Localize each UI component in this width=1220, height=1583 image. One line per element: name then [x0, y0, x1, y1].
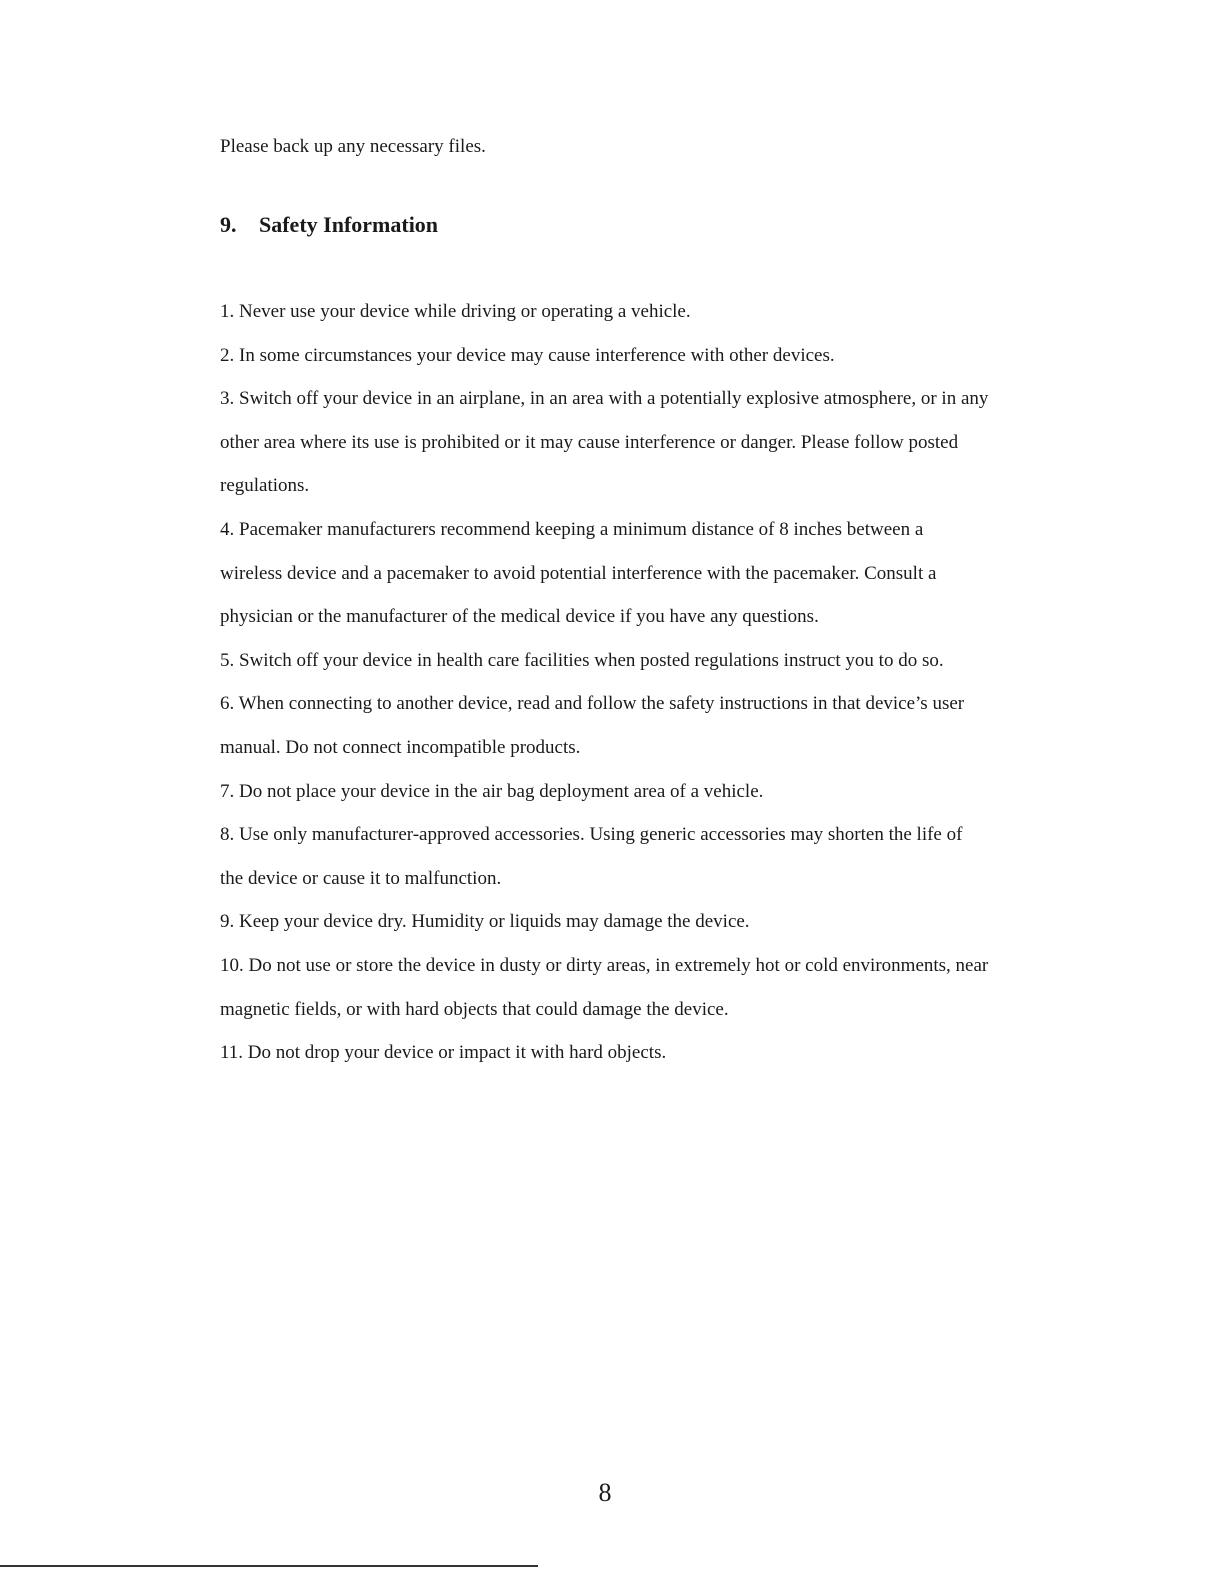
section-number: 9. [220, 212, 237, 237]
safety-item: 4. Pacemaker manufacturers recommend keeping a minimum distance of 8 inches between a wireless device and a pacemaker to avoid potential interference with the pacemaker. Consult a physician or the manufacturer of the medical device if you have any questions. [220, 518, 937, 628]
safety-item: 11. Do not drop your device or impact it with hard objects. [220, 1042, 667, 1064]
intro-paragraph: Please back up any necessary files. [220, 136, 486, 157]
safety-item: 7. Do not place your device in the air bag deployment area of a vehicle. [220, 780, 764, 802]
safety-item: 6. When connecting to another device, read and follow the safety instructions in that device’s user manual. Do not connect incompatible products. [220, 693, 965, 758]
footer-divider [0, 1565, 538, 1567]
safety-item: 8. Use only manufacturer-approved accessories. Using generic accessories may shorten the life of the device or cause it to malfunction. [220, 824, 963, 889]
section-heading [220, 212, 438, 238]
safety-item: 3. Switch off your device in an airplane, in an area with a potentially explosive atmosphere, or in any other area where its use is prohibited or it may cause interference or danger. Please follow posted regulations. [220, 388, 989, 497]
page-number: 8 [598, 1478, 612, 1507]
safety-item: 9. Keep your device dry. Humidity or liquids may damage the device. [220, 911, 750, 933]
safety-item: 10. Do not use or store the device in dusty or dirty areas, in extremely hot or cold environments, near magnetic fields, or with hard objects that could damage the device. [220, 954, 989, 1020]
safety-list [220, 290, 990, 1075]
safety-item: 1. Never use your device while driving or operating a vehicle. [220, 301, 691, 322]
section-title: Safety Information [259, 212, 439, 237]
safety-item: 2. In some circumstances your device may cause interference with other devices. [220, 344, 835, 366]
safety-item: 5. Switch off your device in health care facilities when posted regulations instruct you to do so. [220, 649, 944, 671]
